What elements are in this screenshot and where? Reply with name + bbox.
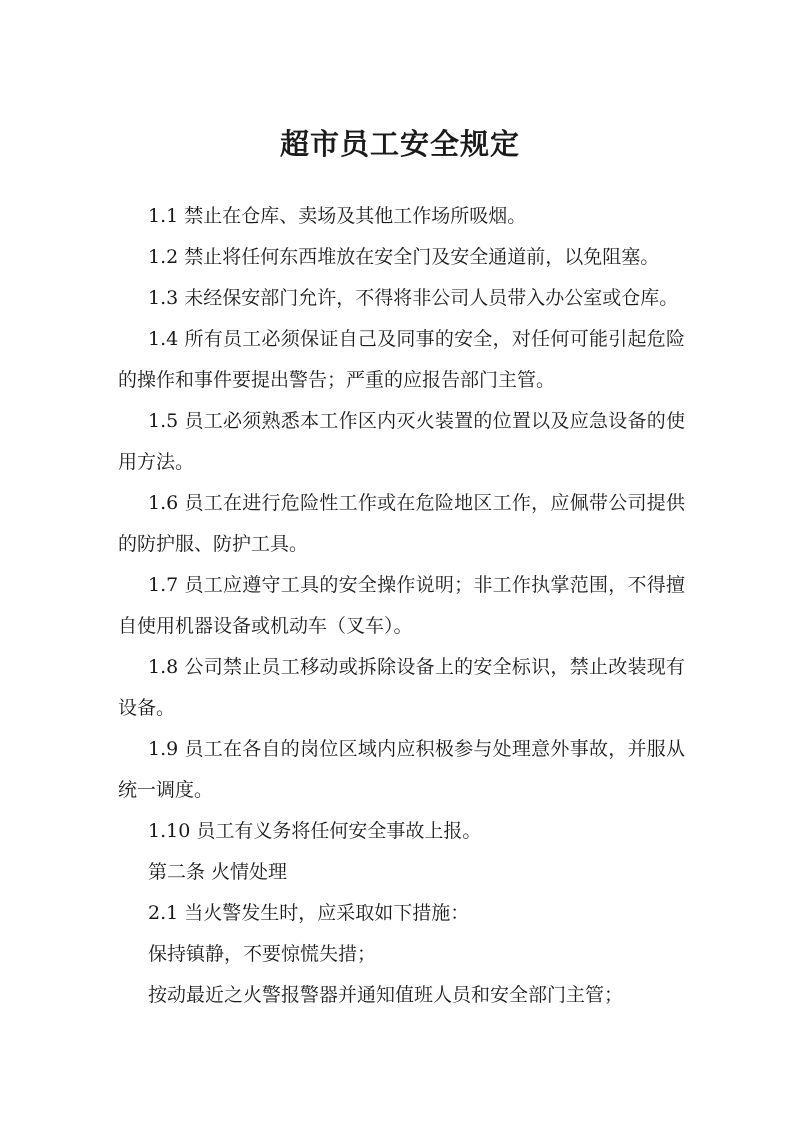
- paragraph-1-10: 1.10 员工有义务将任何安全事故上报。: [148, 820, 482, 842]
- document-title: 超市员工安全规定: [279, 127, 520, 161]
- paragraph-1-9: 1.9 员工在各自的岗位区域内应积极参与处理意外事故，并服从统一调度。: [118, 738, 685, 801]
- paragraph-2-1-item-1: 保持镇静，不要惊慌失措；: [148, 943, 377, 965]
- paragraph-1-4: 1.4 所有员工必须保证自己及同事的安全，对任何可能引起危险的操作和事件要提出警告；严重的应报告部门主管。: [118, 328, 685, 391]
- paragraph-1-1: 1.1 禁止在仓库、卖场及其他工作场所吸烟。: [148, 205, 527, 227]
- paragraph-2-1-item-2: 按动最近之火警报警器并通知值班人员和安全部门主管；: [148, 984, 624, 1006]
- paragraph-1-3: 1.3 未经保安部门允许，不得将非公司人员带入办公室或仓库。: [148, 287, 679, 309]
- paragraph-1-7: 1.7 员工应遵守工具的安全操作说明；非工作执掌范围，不得擅自使用机器设备或机动车（叉车）。: [118, 574, 685, 637]
- section-heading-2: 第二条 火情处理: [148, 861, 288, 883]
- document-body: [118, 196, 685, 1016]
- paragraph-2-1: 2.1 当火警发生时，应采取如下措施：: [148, 902, 470, 924]
- paragraph-1-5: 1.5 员工必须熟悉本工作区内灭火装置的位置以及应急设备的使用方法。: [118, 410, 685, 473]
- paragraph-1-8: 1.8 公司禁止员工移动或拆除设备上的安全标识，禁止改装现有设备。: [118, 656, 685, 719]
- paragraph-1-6: 1.6 员工在进行危险性工作或在危险地区工作，应佩带公司提供的防护服、防护工具。: [118, 492, 685, 555]
- paragraph-1-2: 1.2 禁止将任何东西堆放在安全门及安全通道前，以免阻塞。: [148, 246, 660, 268]
